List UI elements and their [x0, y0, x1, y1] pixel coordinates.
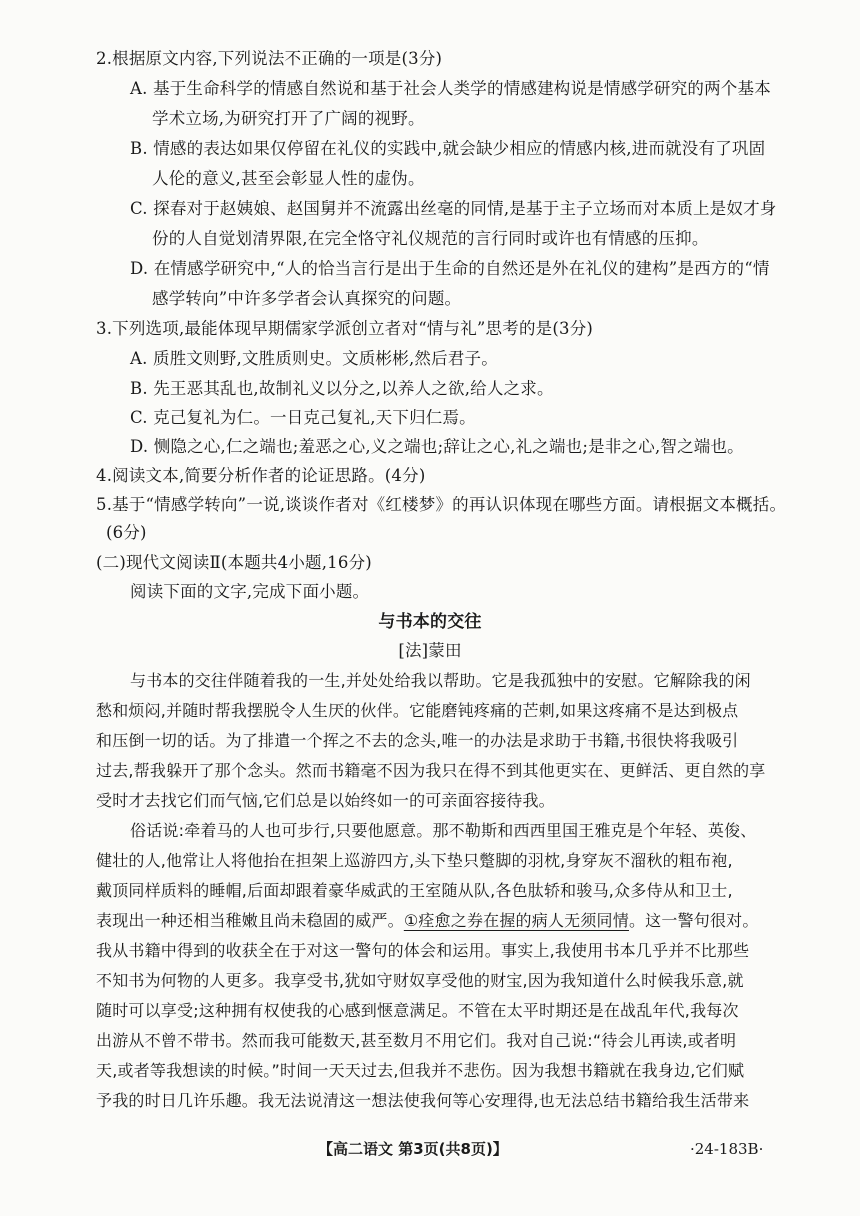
paragraph-2-line-10: 予我的时日几许乐趣。我无法说清这一想法使我何等心安理得,也无法总结书籍给我生活带来	[96, 1091, 750, 1110]
footer-code: ·24-183B·	[690, 1140, 764, 1158]
paragraph-2-line-9: 天,或者等我想读的时候。”时间一天天过去,但我并不悲伤。因为我想书籍就在我身边,它们赋	[96, 1061, 745, 1080]
q2-option-c-cont: 份的人自觉划清界限,在完全恪守礼仪规范的言行同时或许也有情感的压抑。	[152, 229, 709, 248]
q3-option-c: C. 克己复礼为仁。一日克己复礼,天下归仁焉。	[130, 408, 476, 427]
paragraph-2-line-8: 出游从不曾不带书。然而我可能数天,甚至数月不用它们。我对自己说:“待会儿再读,或者明	[96, 1031, 737, 1050]
paragraph-1-line-1: 与书本的交往伴随着我的一生,并处处给我以帮助。它是我孤独中的安慰。它解除我的闲	[130, 671, 751, 690]
article-title: 与书本的交往	[378, 612, 482, 632]
paragraph-2-line-1: 俗话说:牵着马的人也可步行,只要他愿意。那不勒斯和西西里国王雅克是个年轻、英俊、	[130, 821, 757, 840]
footer-page-info: 【高二语文 第3页(共8页)】	[318, 1140, 508, 1158]
paragraph-2-line-6: 不知书为何物的人更多。我享受书,犹如守财奴享受他的财宝,因为我知道什么时候我乐意,就	[96, 971, 744, 990]
paragraph-2-line-4-post: 。这一警句很对。	[628, 911, 759, 930]
question-2-stem: 2.根据原文内容,下列说法不正确的一项是(3分)	[96, 49, 443, 68]
q2-option-d: D. 在情感学研究中,“人的恰当言行是出于生命的自然还是外在礼仪的建构”是西方的“情	[130, 259, 770, 278]
paragraph-1-line-2: 愁和烦闷,并随时帮我摆脱令人生厌的伙伴。它能磨钝疼痛的芒刺,如果这疼痛不是达到极点	[96, 701, 739, 720]
question-4: 4.阅读文本,简要分析作者的论证思路。(4分)	[96, 466, 426, 485]
q2-option-a: A. 基于生命科学的情感自然说和基于社会人类学的情感建构说是情感学研究的两个基本	[130, 79, 771, 98]
q2-option-c: C. 探春对于赵姨娘、赵国舅并不流露出丝毫的同情,是基于主子立场而对本质上是奴才身	[130, 199, 777, 218]
q3-option-b: B. 先王恶其乱也,故制礼义以分之,以养人之欲,给人之求。	[130, 379, 554, 398]
section-heading: (二)现代文阅读Ⅱ(本题共4小题,16分)	[96, 553, 372, 572]
q3-option-d: D. 恻隐之心,仁之端也;羞恶之心,义之端也;辞让之心,礼之端也;是非之心,智之端也。	[130, 437, 744, 456]
paragraph-2-line-2: 健壮的人,他常让人将他抬在担架上巡游四方,头下垫只蹩脚的羽枕,身穿灰不溜秋的粗布袍,	[96, 851, 733, 870]
q2-option-b: B. 情感的表达如果仅停留在礼仪的实践中,就会缺少相应的情感内核,进而就没有了巩固	[130, 139, 766, 158]
paragraph-2-line-7: 随时可以享受;这种拥有权使我的心感到惬意满足。不管在太平时期还是在战乱年代,我每次	[96, 1001, 739, 1020]
paragraph-2-line-4	[96, 909, 796, 933]
q3-option-a: A. 质胜文则野,文胜质则史。文质彬彬,然后君子。	[130, 349, 498, 368]
underlined-quote-1: ①痊愈之券在握的病人无须同情	[403, 911, 629, 930]
question-5-score: (6分)	[106, 523, 147, 542]
paragraph-2-line-5: 我从书籍中得到的收获全在于对这一警句的体会和运用。事实上,我使用书本几乎并不比那些	[96, 941, 750, 960]
question-3-stem: 3.下列选项,最能体现早期儒家学派创立者对“情与礼”思考的是(3分)	[96, 319, 594, 338]
section-instruction: 阅读下面的文字,完成下面小题。	[130, 582, 370, 601]
paragraph-2-line-3: 戴顶同样质料的睡帽,后面却跟着豪华威武的王室随从队,各色肽轿和骏马,众多侍从和卫士,	[96, 881, 733, 900]
paragraph-1-line-4: 过去,帮我躲开了那个念头。然而书籍毫不因为我只在得不到其他更实在、更鲜活、更自然的享	[96, 761, 766, 780]
q2-option-a-cont: 学术立场,为研究打开了广阔的视野。	[152, 109, 425, 128]
article-author: [法]蒙田	[398, 641, 462, 660]
question-5: 5.基于“情感学转向”一说,谈谈作者对《红楼梦》的再认识体现在哪些方面。请根据文本概括。	[96, 495, 787, 514]
q2-option-d-cont: 感学转向”中许多学者会认真探究的问题。	[152, 289, 462, 308]
q2-option-b-cont: 人伦的意义,甚至会彰显人性的虚伪。	[152, 169, 425, 188]
paragraph-1-line-5: 受时才去找它们而气恼,它们总是以始终如一的可亲面容接待我。	[96, 791, 555, 810]
paragraph-1-line-3: 和压倒一切的话。为了排遣一个挥之不去的念头,唯一的办法是求助于书籍,书很快将我吸引	[96, 731, 739, 750]
paragraph-2-line-4-pre: 表现出一种还相当稚嫩且尚未稳固的威严。	[96, 911, 404, 930]
